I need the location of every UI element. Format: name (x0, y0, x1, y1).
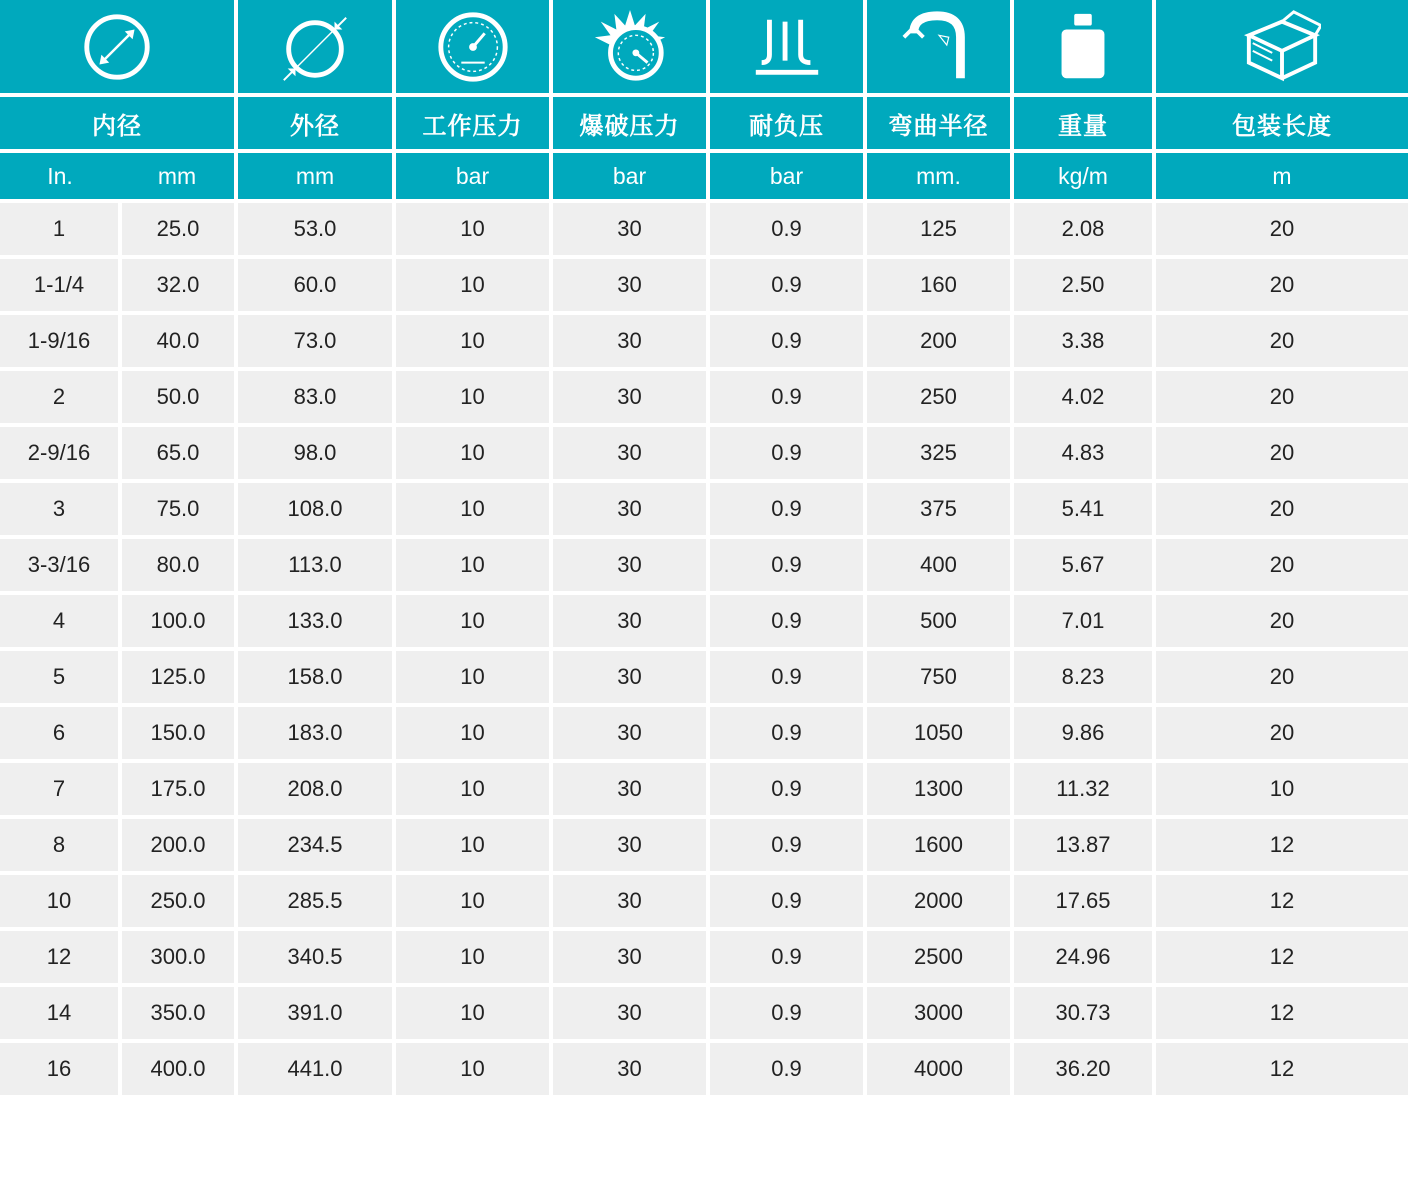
cell-weight: 3.38 (1012, 313, 1154, 369)
cell-outer-diameter-mm: 340.5 (236, 929, 394, 985)
cell-size-inch: 7 (0, 761, 120, 817)
cell-weight: 13.87 (1012, 817, 1154, 873)
cell-inner-diameter-mm: 300.0 (120, 929, 236, 985)
cell-package-length: 20 (1154, 425, 1408, 481)
cell-inner-diameter-mm: 75.0 (120, 481, 236, 537)
cell-outer-diameter-mm: 73.0 (236, 313, 394, 369)
cell-vacuum-rating: 0.9 (708, 201, 865, 257)
cell-bend-radius: 325 (865, 425, 1012, 481)
cell-working-pressure: 10 (394, 425, 551, 481)
cell-working-pressure: 10 (394, 1041, 551, 1095)
cell-inner-diameter-mm: 65.0 (120, 425, 236, 481)
cell-size-inch: 5 (0, 649, 120, 705)
cell-weight: 2.50 (1012, 257, 1154, 313)
table-row (0, 929, 1408, 985)
cell-bend-radius: 375 (865, 481, 1012, 537)
cell-size-inch: 3-3/16 (0, 537, 120, 593)
cell-working-pressure: 10 (394, 593, 551, 649)
table-row (0, 201, 1408, 257)
cell-weight: 7.01 (1012, 593, 1154, 649)
cell-bend-radius: 2500 (865, 929, 1012, 985)
cell-outer-diameter-mm: 441.0 (236, 1041, 394, 1095)
cell-outer-diameter-mm: 108.0 (236, 481, 394, 537)
outer-diameter-icon (276, 8, 354, 86)
cell-working-pressure: 10 (394, 929, 551, 985)
cell-working-pressure: 10 (394, 369, 551, 425)
cell-size-inch: 14 (0, 985, 120, 1041)
table-body (0, 201, 1408, 1095)
cell-vacuum-rating: 0.9 (708, 481, 865, 537)
cell-weight: 5.67 (1012, 537, 1154, 593)
burst-pressure-header: 爆破压力 (551, 95, 708, 151)
cell-bend-radius: 200 (865, 313, 1012, 369)
cell-weight: 9.86 (1012, 705, 1154, 761)
cell-weight: 36.20 (1012, 1041, 1154, 1095)
cell-size-inch: 2 (0, 369, 120, 425)
cell-bend-radius: 1600 (865, 817, 1012, 873)
cell-bend-radius: 2000 (865, 873, 1012, 929)
burst-gauge-icon (591, 8, 669, 86)
cell-weight: 5.41 (1012, 481, 1154, 537)
icon-row (0, 0, 1408, 95)
cell-burst-pressure: 30 (551, 649, 708, 705)
cell-vacuum-rating: 0.9 (708, 593, 865, 649)
cell-burst-pressure: 30 (551, 873, 708, 929)
cell-working-pressure: 10 (394, 705, 551, 761)
cell-outer-diameter-mm: 208.0 (236, 761, 394, 817)
cell-vacuum-rating: 0.9 (708, 817, 865, 873)
cell-weight: 30.73 (1012, 985, 1154, 1041)
cell-weight: 24.96 (1012, 929, 1154, 985)
bend-radius-icon-cell (865, 0, 1012, 95)
cell-weight: 11.32 (1012, 761, 1154, 817)
cell-weight: 4.02 (1012, 369, 1154, 425)
cell-inner-diameter-mm: 400.0 (120, 1041, 236, 1095)
unit-inch: In. (0, 151, 120, 201)
cell-vacuum-rating: 0.9 (708, 257, 865, 313)
working-pressure-header: 工作压力 (394, 95, 551, 151)
unit-od-mm: mm (236, 151, 394, 201)
cell-outer-diameter-mm: 234.5 (236, 817, 394, 873)
cell-burst-pressure: 30 (551, 705, 708, 761)
cell-package-length: 20 (1154, 705, 1408, 761)
cell-size-inch: 3 (0, 481, 120, 537)
cell-working-pressure: 10 (394, 817, 551, 873)
cell-vacuum-rating: 0.9 (708, 929, 865, 985)
unit-id-mm: mm (120, 151, 236, 201)
package-box-icon (1243, 8, 1321, 86)
cell-vacuum-rating: 0.9 (708, 985, 865, 1041)
cell-burst-pressure: 30 (551, 369, 708, 425)
weight-icon (1044, 8, 1122, 86)
cell-size-inch: 16 (0, 1041, 120, 1095)
cell-burst-pressure: 30 (551, 593, 708, 649)
cell-vacuum-rating: 0.9 (708, 873, 865, 929)
table-row (0, 873, 1408, 929)
cell-burst-pressure: 30 (551, 817, 708, 873)
working-pressure-icon-cell (394, 0, 551, 95)
cell-package-length: 20 (1154, 537, 1408, 593)
cell-package-length: 12 (1154, 929, 1408, 985)
cell-size-inch: 8 (0, 817, 120, 873)
cell-weight: 8.23 (1012, 649, 1154, 705)
vacuum-icon-cell (708, 0, 865, 95)
cell-outer-diameter-mm: 113.0 (236, 537, 394, 593)
cell-weight: 2.08 (1012, 201, 1154, 257)
cell-inner-diameter-mm: 175.0 (120, 761, 236, 817)
cell-working-pressure: 10 (394, 313, 551, 369)
table-row (0, 761, 1408, 817)
cell-inner-diameter-mm: 80.0 (120, 537, 236, 593)
cell-package-length: 20 (1154, 369, 1408, 425)
cell-size-inch: 1-1/4 (0, 257, 120, 313)
cell-bend-radius: 1300 (865, 761, 1012, 817)
cell-inner-diameter-mm: 350.0 (120, 985, 236, 1041)
inner-diameter-header: 内径 (0, 95, 236, 151)
table-row (0, 817, 1408, 873)
table-row (0, 985, 1408, 1041)
cell-bend-radius: 4000 (865, 1041, 1012, 1095)
cell-working-pressure: 10 (394, 873, 551, 929)
bend-radius-icon (900, 8, 978, 86)
unit-weight: kg/m (1012, 151, 1154, 201)
cell-burst-pressure: 30 (551, 761, 708, 817)
table-row (0, 481, 1408, 537)
cell-bend-radius: 125 (865, 201, 1012, 257)
cell-bend-radius: 500 (865, 593, 1012, 649)
cell-inner-diameter-mm: 200.0 (120, 817, 236, 873)
burst-pressure-icon-cell (551, 0, 708, 95)
cell-burst-pressure: 30 (551, 929, 708, 985)
pressure-gauge-icon (434, 8, 512, 86)
unit-vac: bar (708, 151, 865, 201)
cell-vacuum-rating: 0.9 (708, 369, 865, 425)
column-name-row (0, 95, 1408, 151)
inner-diameter-icon-cell (0, 0, 236, 95)
cell-vacuum-rating: 0.9 (708, 649, 865, 705)
unit-row (0, 151, 1408, 201)
cell-bend-radius: 750 (865, 649, 1012, 705)
bend-radius-header: 弯曲半径 (865, 95, 1012, 151)
cell-vacuum-rating: 0.9 (708, 705, 865, 761)
package-length-header: 包装长度 (1154, 95, 1408, 151)
cell-inner-diameter-mm: 32.0 (120, 257, 236, 313)
cell-inner-diameter-mm: 125.0 (120, 649, 236, 705)
inner-diameter-icon (78, 8, 156, 86)
cell-package-length: 12 (1154, 985, 1408, 1041)
cell-vacuum-rating: 0.9 (708, 537, 865, 593)
cell-bend-radius: 3000 (865, 985, 1012, 1041)
table-row (0, 313, 1408, 369)
cell-burst-pressure: 30 (551, 537, 708, 593)
cell-inner-diameter-mm: 40.0 (120, 313, 236, 369)
vacuum-icon (748, 8, 826, 86)
cell-weight: 4.83 (1012, 425, 1154, 481)
cell-package-length: 12 (1154, 873, 1408, 929)
cell-outer-diameter-mm: 183.0 (236, 705, 394, 761)
cell-vacuum-rating: 0.9 (708, 313, 865, 369)
weight-header: 重量 (1012, 95, 1154, 151)
cell-working-pressure: 10 (394, 481, 551, 537)
cell-size-inch: 6 (0, 705, 120, 761)
unit-bp: bar (551, 151, 708, 201)
cell-vacuum-rating: 0.9 (708, 425, 865, 481)
cell-package-length: 12 (1154, 1041, 1408, 1095)
cell-package-length: 10 (1154, 761, 1408, 817)
vacuum-header: 耐负压 (708, 95, 865, 151)
unit-bend: mm. (865, 151, 1012, 201)
cell-working-pressure: 10 (394, 761, 551, 817)
cell-burst-pressure: 30 (551, 985, 708, 1041)
table-row (0, 425, 1408, 481)
cell-outer-diameter-mm: 83.0 (236, 369, 394, 425)
table-row (0, 537, 1408, 593)
cell-outer-diameter-mm: 391.0 (236, 985, 394, 1041)
table-row (0, 649, 1408, 705)
cell-outer-diameter-mm: 98.0 (236, 425, 394, 481)
cell-size-inch: 1 (0, 201, 120, 257)
cell-package-length: 20 (1154, 481, 1408, 537)
cell-vacuum-rating: 0.9 (708, 761, 865, 817)
cell-inner-diameter-mm: 25.0 (120, 201, 236, 257)
cell-size-inch: 2-9/16 (0, 425, 120, 481)
unit-length: m (1154, 151, 1408, 201)
outer-diameter-header: 外径 (236, 95, 394, 151)
cell-outer-diameter-mm: 133.0 (236, 593, 394, 649)
cell-inner-diameter-mm: 50.0 (120, 369, 236, 425)
cell-package-length: 12 (1154, 817, 1408, 873)
cell-burst-pressure: 30 (551, 313, 708, 369)
cell-weight: 17.65 (1012, 873, 1154, 929)
cell-package-length: 20 (1154, 593, 1408, 649)
cell-package-length: 20 (1154, 649, 1408, 705)
table-row (0, 705, 1408, 761)
table-row (0, 257, 1408, 313)
cell-outer-diameter-mm: 53.0 (236, 201, 394, 257)
cell-outer-diameter-mm: 285.5 (236, 873, 394, 929)
cell-working-pressure: 10 (394, 537, 551, 593)
cell-size-inch: 12 (0, 929, 120, 985)
cell-working-pressure: 10 (394, 257, 551, 313)
cell-inner-diameter-mm: 100.0 (120, 593, 236, 649)
cell-bend-radius: 400 (865, 537, 1012, 593)
cell-burst-pressure: 30 (551, 425, 708, 481)
cell-bend-radius: 250 (865, 369, 1012, 425)
cell-vacuum-rating: 0.9 (708, 1041, 865, 1095)
outer-diameter-icon-cell (236, 0, 394, 95)
cell-size-inch: 1-9/16 (0, 313, 120, 369)
table-row (0, 369, 1408, 425)
cell-burst-pressure: 30 (551, 1041, 708, 1095)
cell-outer-diameter-mm: 158.0 (236, 649, 394, 705)
cell-bend-radius: 1050 (865, 705, 1012, 761)
unit-wp: bar (394, 151, 551, 201)
cell-size-inch: 4 (0, 593, 120, 649)
cell-working-pressure: 10 (394, 201, 551, 257)
cell-package-length: 20 (1154, 201, 1408, 257)
cell-burst-pressure: 30 (551, 481, 708, 537)
cell-inner-diameter-mm: 250.0 (120, 873, 236, 929)
table-row (0, 1041, 1408, 1095)
cell-package-length: 20 (1154, 313, 1408, 369)
cell-size-inch: 10 (0, 873, 120, 929)
cell-outer-diameter-mm: 60.0 (236, 257, 394, 313)
cell-inner-diameter-mm: 150.0 (120, 705, 236, 761)
weight-icon-cell (1012, 0, 1154, 95)
package-length-icon-cell (1154, 0, 1408, 95)
cell-burst-pressure: 30 (551, 257, 708, 313)
cell-working-pressure: 10 (394, 649, 551, 705)
table-row (0, 593, 1408, 649)
cell-working-pressure: 10 (394, 985, 551, 1041)
cell-burst-pressure: 30 (551, 201, 708, 257)
cell-bend-radius: 160 (865, 257, 1012, 313)
cell-package-length: 20 (1154, 257, 1408, 313)
